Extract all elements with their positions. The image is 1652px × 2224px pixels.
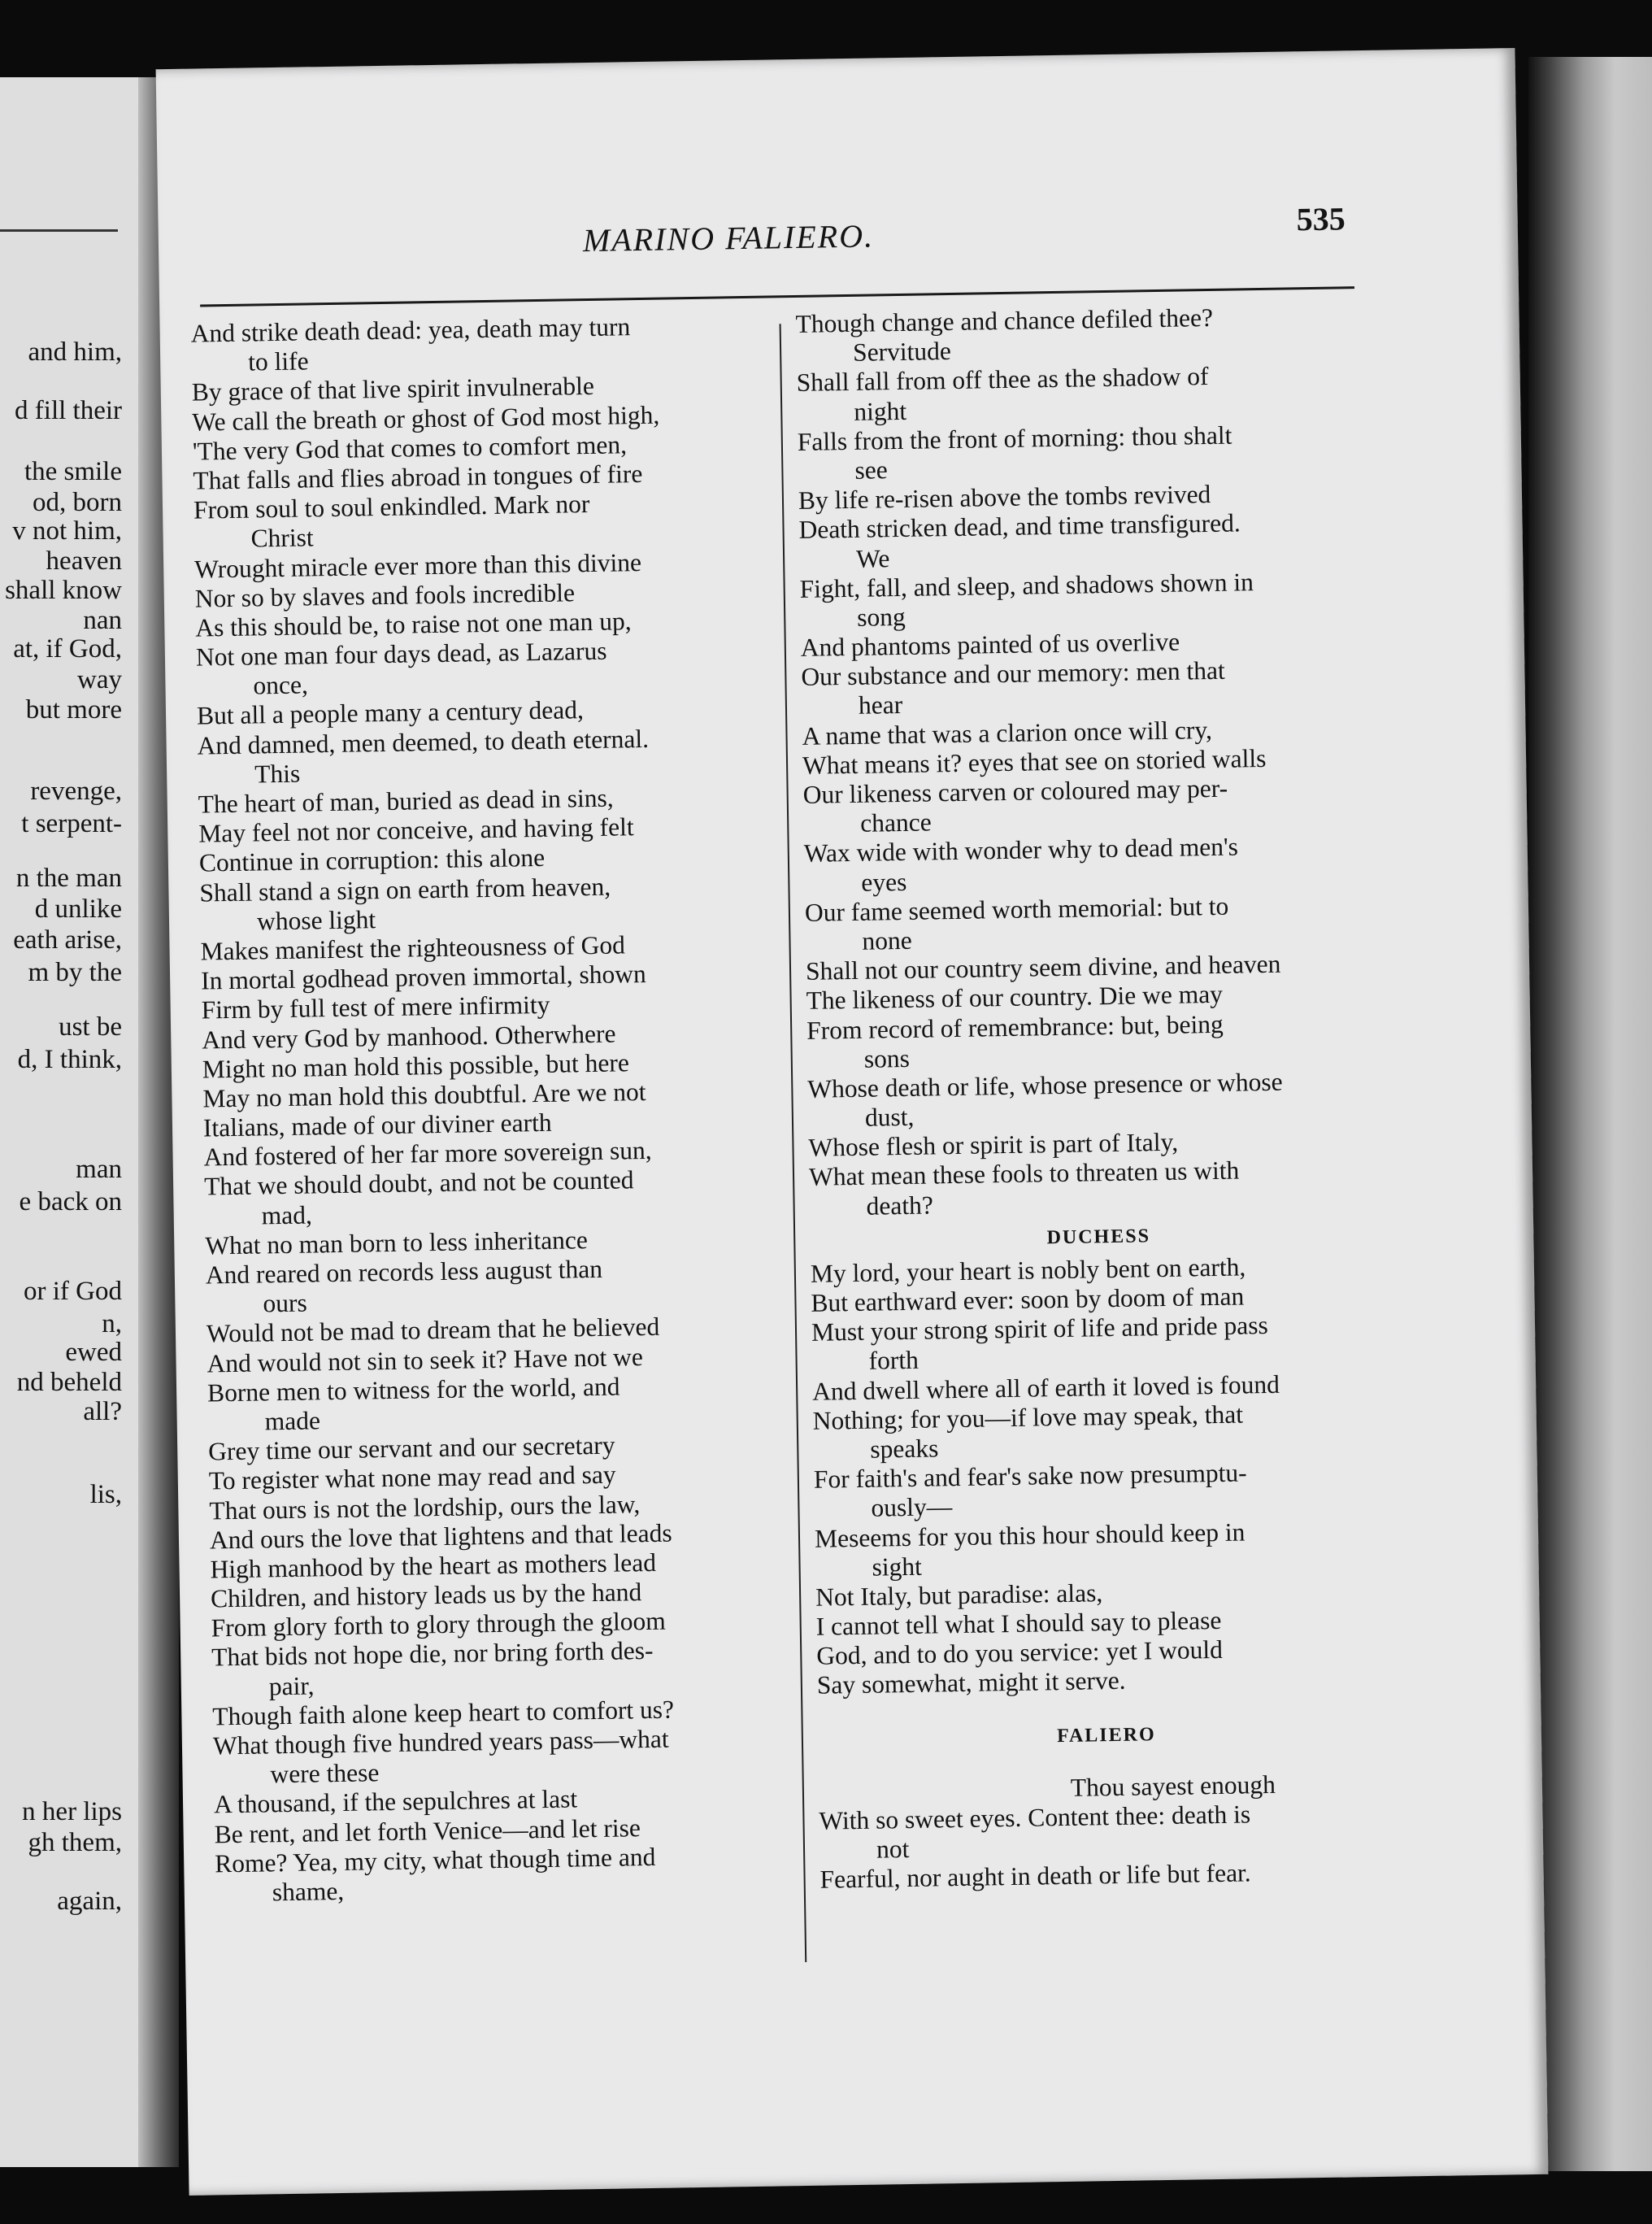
- facing-page-text-fragment: but more: [25, 695, 122, 725]
- verse-line: But earthward ever: soon by doom of man: [811, 1282, 1245, 1317]
- speaker-label-faliero: FALIERO: [1056, 1723, 1156, 1747]
- verse-line: Firm by full test of mere infirmity: [201, 990, 550, 1025]
- verse-line: The heart of man, buried as dead in sins,: [198, 783, 614, 819]
- facing-page-text-fragment: lis,: [89, 1480, 122, 1509]
- facing-page-text-fragment: ewed: [65, 1338, 122, 1367]
- verse-line: once,: [253, 670, 309, 700]
- verse-line: dust,: [864, 1102, 915, 1132]
- verse-line: Grey time our servant and our secretary: [207, 1430, 615, 1466]
- verse-line: death?: [866, 1190, 934, 1221]
- facing-page-text-fragment: ust be: [59, 1012, 122, 1042]
- verse-line: As this should be, to raise not one man up,: [195, 607, 632, 642]
- verse-line: Thou sayest enough: [1070, 1769, 1276, 1802]
- verse-line: Fight, fall, and sleep, and shadows shown in: [799, 567, 1254, 603]
- verse-line: sons: [863, 1043, 911, 1073]
- verse-line: night: [854, 396, 907, 426]
- facing-page-rule: [0, 229, 118, 232]
- verse-line: Children, and history leads us by the hand: [210, 1578, 642, 1613]
- verse-line: were these: [270, 1758, 380, 1789]
- verse-line: Say somewhat, might it serve.: [816, 1666, 1126, 1700]
- verse-line: We: [855, 543, 890, 573]
- verse-line: Meseems for you this hour should keep in: [814, 1517, 1246, 1553]
- verse-line: What means it? eyes that see on storied walls: [802, 743, 1267, 780]
- verse-line: Shall fall from off thee as the shadow of: [796, 362, 1209, 398]
- verse-block-duchess-speech: [811, 1250, 1394, 1700]
- verse-line: song: [856, 602, 906, 632]
- verse-line: We call the breath or ghost of God most high,: [192, 400, 660, 437]
- verse-line: Shall stand a sign on earth from heaven,: [199, 872, 611, 907]
- verse-line: Wrought miracle ever more than this divine: [193, 547, 642, 584]
- verse-line: With so sweet eyes. Content thee: death is: [819, 1800, 1251, 1835]
- verse-line: Whose flesh or spirit is part of Italy,: [808, 1127, 1179, 1163]
- facing-page-text-fragment: d unlike: [34, 894, 122, 924]
- facing-page-text-fragment: e back on: [19, 1187, 122, 1216]
- verse-line: forth: [868, 1346, 919, 1376]
- verse-line: Would not be mad to dream that he believed: [206, 1312, 660, 1348]
- verse-line: speaks: [870, 1434, 939, 1464]
- verse-line: My lord, your heart is nobly bent on earth,: [810, 1252, 1246, 1288]
- verse-line: What though five hundred years pass—what: [212, 1724, 669, 1760]
- verse-line: From record of remembrance: but, being: [806, 1009, 1224, 1045]
- verse-line: Shall not our country seem divine, and heaven: [805, 949, 1281, 986]
- verse-line: That we should doubt, and not be counted: [203, 1165, 634, 1201]
- verse-line: In mortal godhead proven immortal, shown: [200, 960, 647, 995]
- facing-page-text-fragment: man: [76, 1155, 122, 1184]
- verse-line: hear: [858, 690, 903, 720]
- verse-line: Whose death or life, whose presence or whose: [807, 1067, 1283, 1103]
- verse-line: Makes manifest the righteousness of God: [200, 930, 626, 966]
- facing-page-text-fragment: eath arise,: [13, 925, 122, 955]
- verse-line: Not Italy, but paradise: alas,: [815, 1578, 1103, 1612]
- verse-line: Falls from the front of morning: thou shalt: [797, 420, 1232, 456]
- verse-line: ours: [263, 1288, 307, 1318]
- running-title: MARINO FALIERO.: [582, 217, 875, 259]
- verse-line: Fearful, nor aught in death or life but fear.: [819, 1858, 1251, 1894]
- verse-line: Our fame seemed worth memorial: but to: [804, 891, 1229, 927]
- verse-line: That ours is not the lordship, ours the law,: [209, 1489, 641, 1525]
- verse-line: none: [862, 925, 913, 955]
- verse-line: Nor so by slaves and fools incredible: [194, 577, 576, 613]
- verse-line: Though change and chance defiled thee?: [795, 302, 1214, 338]
- verse-line: A thousand, if the sepulchres at last: [213, 1784, 578, 1819]
- speaker-label-duchess: DUCHESS: [1046, 1225, 1151, 1249]
- verse-line: Our substance and our memory: men that: [801, 655, 1225, 692]
- verse-line: And reared on records less august than: [205, 1254, 603, 1290]
- verse-line: High manhood by the heart as mothers lead: [210, 1547, 657, 1584]
- verse-line: Must your strong spirit of life and pride pass: [811, 1311, 1268, 1347]
- book-edge-right: [1528, 57, 1652, 2171]
- facing-page-text-fragment: m by the: [28, 958, 122, 987]
- verse-line: to life: [247, 346, 309, 376]
- facing-page-text-fragment: n the man: [15, 864, 122, 893]
- verse-line: And dwell where all of earth it loved is found: [811, 1369, 1280, 1406]
- facing-page-text-fragment: revenge,: [30, 777, 122, 806]
- facing-page-text-fragment: n,: [102, 1309, 122, 1338]
- verse-line: And fostered of her far more sovereign sun,: [203, 1136, 652, 1172]
- facing-page-text-fragment: d, I think,: [17, 1045, 122, 1074]
- verse-line: eyes: [861, 867, 907, 897]
- verse-line: Rome? Yea, my city, what though time and: [214, 1842, 656, 1878]
- verse-line: shame,: [272, 1876, 345, 1907]
- verse-line: May no man hold this doubtful. Are we not: [202, 1077, 646, 1113]
- verse-line: made: [264, 1406, 321, 1436]
- facing-page-text-fragment: shall know: [5, 576, 122, 605]
- page-number: 535: [1296, 200, 1346, 238]
- facing-page-text-fragment: the smile: [24, 457, 122, 486]
- verse-line: To register what none may read and say: [208, 1460, 616, 1495]
- facing-page-text-fragment: heaven: [46, 546, 122, 576]
- verse-line: A name that was a clarion once will cry,: [802, 715, 1213, 751]
- verse-line: Wax wide with wonder why to dead men's: [803, 832, 1239, 868]
- facing-page-text-fragment: t serpent-: [21, 809, 122, 838]
- verse-line: pair,: [268, 1671, 315, 1700]
- verse-line: Might no man hold this possible, but here: [202, 1047, 630, 1084]
- verse-line: May feel not nor conceive, and having felt: [198, 812, 634, 848]
- verse-line: Servitude: [852, 337, 952, 368]
- verse-line: Death stricken dead, and time transfigured.: [798, 508, 1241, 545]
- verse-line: What no man born to less inheritance: [205, 1225, 589, 1260]
- facing-page-text-fragment: v not him,: [12, 516, 122, 546]
- facing-page-text-fragment: nd beheld: [16, 1368, 122, 1397]
- verse-line: From soul to soul enkindled. Mark nor: [193, 490, 590, 524]
- facing-page-text-fragment: n her lips: [22, 1797, 122, 1826]
- verse-line: Nothing; for you—if love may speak, that: [812, 1399, 1244, 1435]
- text-column-left: [190, 311, 793, 1908]
- verse-line: And ours the love that lightens and that leads: [209, 1518, 672, 1555]
- verse-line: By grace of that live spirit invulnerable: [191, 372, 595, 407]
- facing-page-text-fragment: and him,: [28, 337, 122, 367]
- verse-line: Christ: [250, 523, 314, 553]
- verse-block-faliero-speech: [795, 301, 1387, 1222]
- verse-line: From glory forth to glory through the gloom: [211, 1606, 666, 1643]
- facing-page-text-fragment: way: [77, 665, 122, 694]
- verse-line: mad,: [261, 1200, 313, 1230]
- text-column-right: [795, 301, 1398, 1895]
- verse-line: And strike death dead: yea, death may turn: [190, 312, 631, 348]
- facing-page-text-fragment: gh them,: [28, 1828, 122, 1857]
- verse-line: That bids not hope die, nor bring forth des-: [211, 1636, 654, 1672]
- verse-line: sight: [872, 1552, 923, 1582]
- verse-line: see: [854, 455, 888, 485]
- verse-line: Be rent, and let forth Venice—and let rise: [214, 1813, 641, 1848]
- verse-line: The likeness of our country. Die we may: [806, 980, 1224, 1016]
- verse-line: Italians, made of our diviner earth: [202, 1108, 552, 1142]
- verse-line: Not one man four days dead, as Lazarus: [195, 636, 607, 672]
- facing-page-text-fragment: od, born: [33, 488, 122, 517]
- verse-line: I cannot tell what I should say to please: [815, 1606, 1222, 1641]
- verse-line: whose light: [256, 904, 376, 936]
- facing-page-text-fragment: at, if God,: [13, 634, 122, 664]
- facing-page-text-fragment: d fill their: [15, 396, 122, 425]
- verse-line: Though faith alone keep heart to comfort us?: [212, 1695, 675, 1731]
- verse-line: By life re-risen above the tombs revived: [798, 480, 1211, 516]
- verse-line: What mean these fools to threaten us with: [808, 1156, 1240, 1192]
- facing-page-text-fragment: or if God: [24, 1277, 122, 1306]
- verse-line: And damned, men deemed, to death eternal.: [197, 724, 650, 760]
- verse-line: chance: [859, 807, 932, 838]
- verse-line: For faith's and fear's sake now presumptu-: [813, 1458, 1247, 1494]
- verse-line: And very God by manhood. Otherwhere: [202, 1019, 616, 1055]
- verse-line: Borne men to witness for the world, and: [206, 1372, 620, 1408]
- verse-line: 'The very God that comes to comfort men,: [192, 430, 628, 466]
- verse-line: Continue in corruption: this alone: [198, 843, 546, 877]
- verse-line: And would not sin to seek it? Have not we: [206, 1342, 644, 1378]
- facing-page-text-fragment: again,: [57, 1887, 122, 1916]
- book-page: [156, 48, 1549, 2196]
- facing-page-text-fragment: nan: [83, 606, 122, 635]
- verse-line: That falls and flies abroad in tongues of fire: [193, 459, 643, 495]
- facing-page-text-fragment: all?: [83, 1397, 122, 1426]
- verse-line: And phantoms painted of us overlive: [800, 627, 1180, 662]
- verse-block-faliero-reply: [819, 1768, 1398, 1895]
- verse-line: not: [876, 1834, 910, 1864]
- verse-line: ously—: [871, 1492, 953, 1523]
- verse-line: But all a people many a century dead,: [196, 695, 585, 731]
- verse-line: Our likeness carven or coloured may per-: [802, 773, 1228, 809]
- verse-line: This: [254, 759, 301, 789]
- verse-line: God, and to do you service: yet I would: [816, 1635, 1224, 1671]
